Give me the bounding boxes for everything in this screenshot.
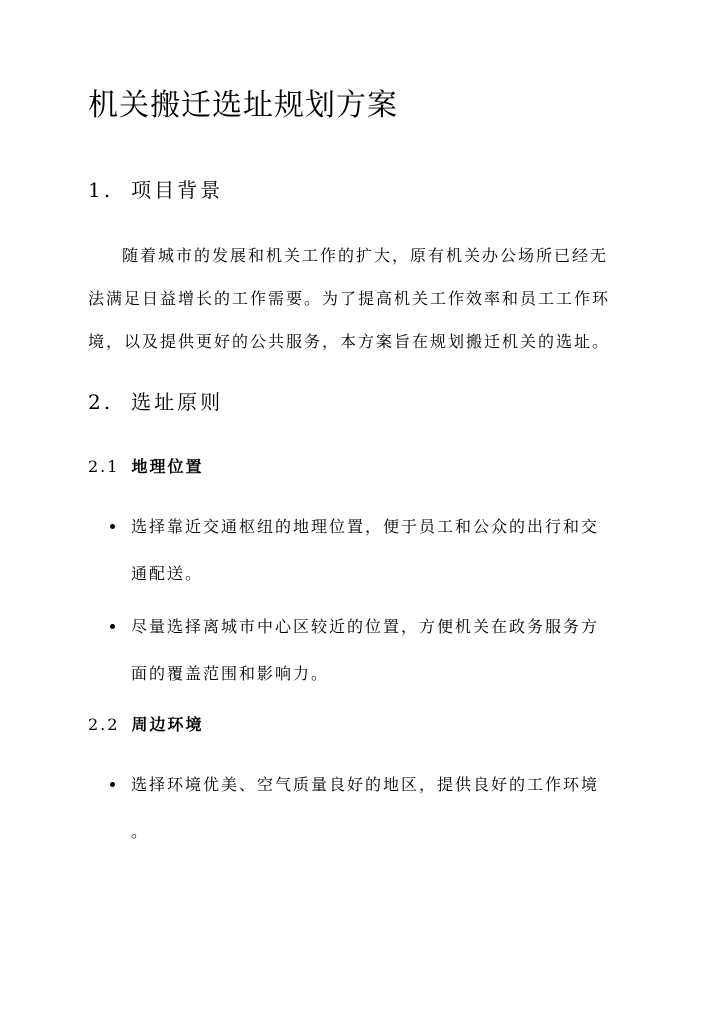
bullet-line: 。 [131,822,150,841]
subsection-number: 2.1 [88,457,120,476]
bullet-dot-icon [110,624,115,629]
subsection-number: 2.2 [88,715,120,734]
bullet-item [88,770,636,864]
document-title: 机关搬迁选址规划方案 [88,88,398,123]
bullet-line: 选择靠近交通枢纽的地理位置，便于员工和公众的出行和交 [131,517,600,536]
paragraph-line: 随着城市的发展和机关工作的扩大，原有机关办公场所已经无 [122,246,609,265]
section-title: 选址原则 [131,390,224,414]
bullet-line: 尽量选择离城市中心区较近的位置，方便机关在政务服务方 [131,617,600,636]
background-paragraph [88,234,636,363]
subsection-title: 周边环境 [131,715,204,734]
section-2-heading [88,388,223,416]
section-number: 1. [88,178,114,202]
section-title: 项目背景 [131,178,224,202]
bullet-dot-icon [110,524,115,529]
bullet-item [88,512,636,606]
subsection-2-1-heading [88,455,203,479]
subsection-title: 地理位置 [131,457,204,476]
bullet-dot-icon [110,782,115,787]
bullet-line: 选择环境优美、空气质量良好的地区，提供良好的工作环境 [131,775,600,794]
bullet-item [88,612,636,706]
paragraph-line: 境，以及提供更好的公共服务，本方案旨在规划搬迁机关的选址。 [88,332,611,351]
section-number: 2. [88,390,114,414]
bullet-line: 通配送。 [131,564,204,583]
bullet-line: 面的覆盖范围和影响力。 [131,664,330,683]
section-1-heading [88,176,223,204]
subsection-2-2-heading [88,713,203,737]
paragraph-line: 法满足日益增长的工作需要。为了提高机关工作效率和员工工作环 [88,289,611,308]
